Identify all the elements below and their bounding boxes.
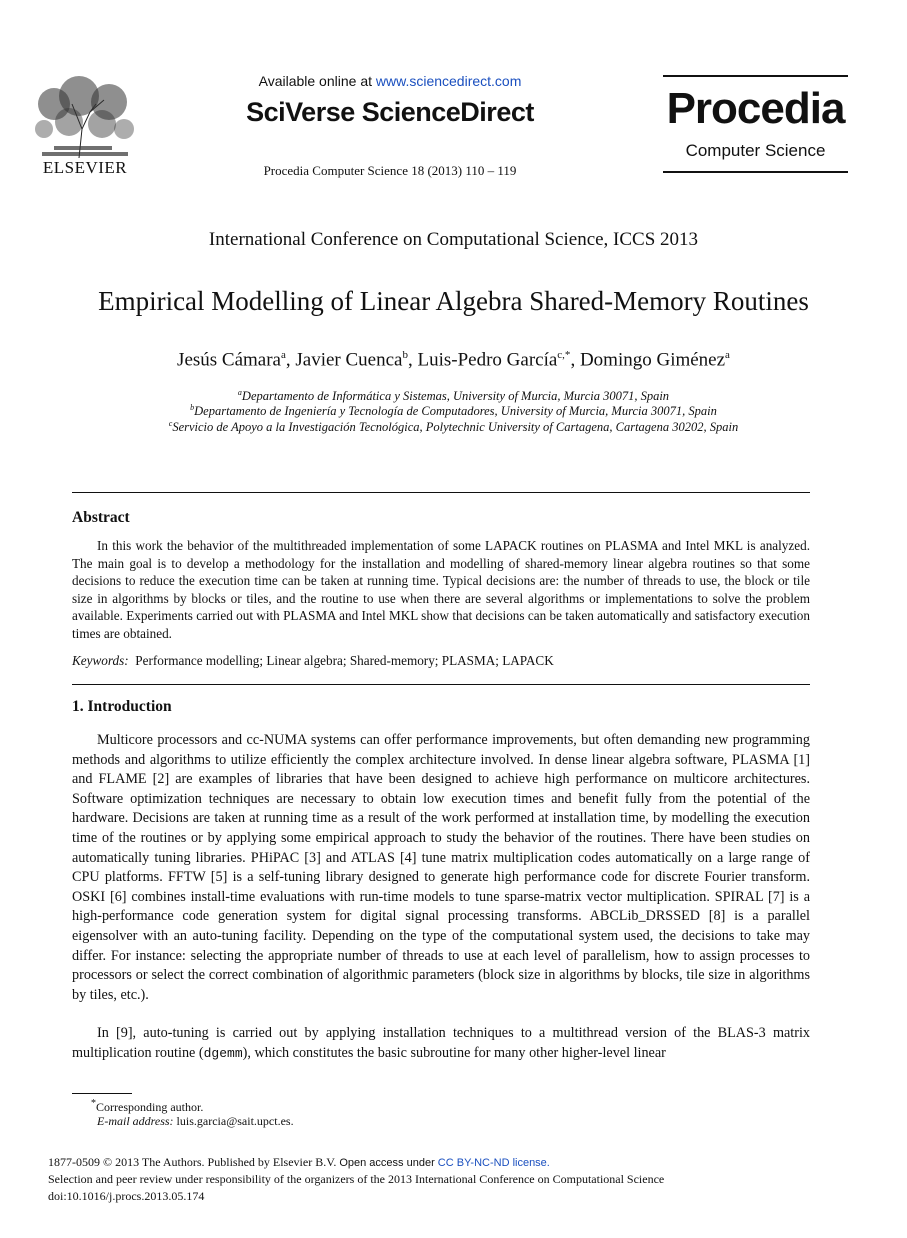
affiliation-mark: b: [190, 403, 195, 412]
paragraph-text: ), which constitutes the basic subroutine for many other higher-level linear: [242, 1044, 666, 1061]
publisher-name: ELSEVIER: [42, 158, 128, 177]
paragraph-text: In [9], auto-tuning is carried out by applying installation techniques to a multithread version of the BLAS-3 matrix multiplication routine (: [72, 1025, 810, 1061]
copyright-text: 1877-0509 © 2013 The Authors. Published by Elsevier B.V.: [48, 1155, 340, 1169]
introduction-paragraph-2: [72, 1024, 810, 1063]
author-affiliation-mark: b: [402, 349, 408, 361]
routine-name: dgemm: [203, 1045, 243, 1061]
affiliation: [0, 419, 907, 435]
doi-line: doi:10.1016/j.procs.2013.05.174: [48, 1189, 205, 1203]
divider: [72, 684, 810, 685]
procedia-subtitle: Computer Science: [685, 141, 826, 160]
license-link[interactable]: CC BY-NC-ND license.: [437, 1157, 550, 1169]
conference-name: International Conference on Computational Science, ICCS 2013: [208, 229, 699, 250]
available-online: [180, 73, 600, 89]
author-name: Javier Cuenca: [295, 349, 403, 371]
procedia-top-rule: [663, 75, 848, 77]
affiliation-text: Departamento de Informática y Sistemas, University of Murcia, Murcia 30071, Spain: [241, 389, 670, 404]
keywords-label: Keywords:: [72, 653, 129, 668]
affiliation: [0, 388, 907, 404]
procedia-logo: [663, 75, 848, 175]
available-prefix: Available online at: [258, 73, 376, 89]
paper-title: Empirical Modelling of Linear Algebra Shared-Memory Routines: [98, 286, 809, 316]
keywords-text: Performance modelling; Linear algebra; Shared-memory; PLASMA; LAPACK: [135, 653, 554, 668]
author-separator: ,: [570, 349, 580, 371]
introduction-heading: 1. Introduction: [72, 698, 172, 715]
author-name: Jesús Cámara: [177, 349, 281, 371]
author-affiliation-mark: a: [725, 349, 730, 361]
procedia-bottom-rule: [663, 171, 848, 173]
abstract-heading: Abstract: [72, 509, 130, 526]
author-affiliation-mark: a: [281, 349, 286, 361]
introduction-paragraph-1: Multicore processors and cc-NUMA systems can offer performance improvements, but often demanding new programming methods and algorithms to utilize efficiently the complex architecture involved. In dense linear algebra software, PLASMA [1] and FLAME [2] are examples of libraries that have been designed to achieve high performance on multicore architectures. Software optimization techniques are necessary to obtain low execution times and benefit fully from the potential of the hardware. Decisions are taken at running time as a result of the work performed at installation time, by modelling the execution time of the routines or by applying some empirical approach to study the behavior of the routines. There have been studies on automatically tuning libraries. PHiPAC [3] and ATLAS [4] tune matrix multiplication codes automatically on a large range of CPU platforms. FFTW [5] is a self-tuning library designed to generate high performance code for discrete Fourier transform. OSKI [6] combines install-time evaluations with run-time models to tune sparse-matrix vector multiplication. SPIRAL [7] is a high-performance code generation system for digital signal processing transforms. ABCLib_DRSSED [8] is a parallel eigensolver with an auto-tuning facility. Depending on the type of the computational system used, the decisions to take may differ. For instance: selecting the appropriate number of threads to use at each level of parallelism, how to assign processes to processors or select the correct combination of algorithmic parameters (block size in algorithms by blocks, tile size in algorithms by tiles, etc.).: [72, 732, 810, 1003]
author-affiliation-mark: c,*: [557, 349, 571, 361]
affiliation-mark: c: [168, 419, 173, 428]
author-name: Luis-Pedro García: [417, 349, 558, 371]
author-separator: ,: [285, 349, 296, 371]
affiliation: [0, 403, 907, 419]
abstract-text: In this work the behavior of the multithreaded implementation of some LAPACK routines on PLASMA and Intel MKL is analyzed. The main goal is to develop a methodology for the installation and modelling of shared-memory linear algebra routines so that some decisions to reduce the execution time can be taken at running time. Typical decisions are: the number of threads to use, the block or tile size in algorithms by blocks or tiles, and the routine to use when there are several algorithms or implementations to solve the problem available. Experiments carried out with PLASMA and Intel MKL show that decisions can be taken automatically and satisfactory execution times are obtained.: [72, 538, 810, 641]
divider: [72, 492, 810, 493]
email-address: luis.garcia@sait.upct.es.: [176, 1114, 294, 1128]
copyright-line: [48, 1155, 550, 1170]
footnote-email: [97, 1114, 294, 1129]
procedia-title: Procedia: [666, 84, 845, 133]
affiliation-mark: a: [237, 388, 242, 397]
author-list: [0, 349, 907, 371]
affiliation-text: Servicio de Apoyo a la Investigación Tecnológica, Polytechnic University of Cartagena, Cartagena 30202, Spain: [172, 420, 739, 435]
journal-reference: Procedia Computer Science 18 (2013) 110 – 119: [263, 163, 517, 178]
open-access-text: Open access under: [339, 1157, 438, 1169]
author-separator: ,: [407, 349, 418, 371]
platform-name: SciVerse ScienceDirect: [246, 97, 534, 127]
author-name: Domingo Giménez: [579, 349, 726, 371]
footnote-marker: *: [91, 1098, 96, 1109]
footnote-rule: [72, 1093, 132, 1094]
peer-review-line: Selection and peer review under responsibility of the organizers of the 2013 International Conference on Computational Science: [48, 1172, 665, 1186]
keywords: [72, 653, 810, 669]
email-label: E-mail address:: [97, 1114, 174, 1128]
affiliation-text: Departamento de Ingeniería y Tecnología de Computadores, University of Murcia, Murcia 30071, Spain: [194, 404, 717, 419]
footnote-corresponding: [91, 1098, 203, 1115]
footnote-text: Corresponding author.: [96, 1100, 204, 1114]
sciencedirect-link[interactable]: www.sciencedirect.com: [375, 73, 522, 89]
